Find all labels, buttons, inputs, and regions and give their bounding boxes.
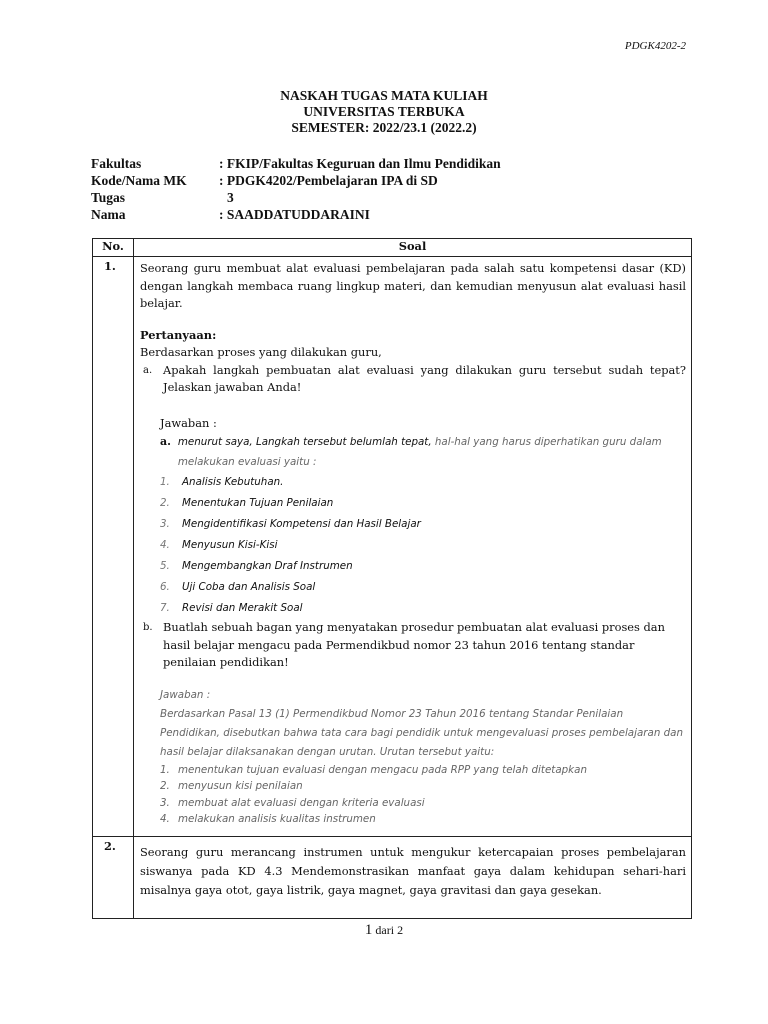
list-number: 6. (160, 581, 170, 593)
answer-a-intro (160, 432, 686, 472)
list-number: 2. (160, 497, 170, 509)
info-row-nama (91, 206, 501, 223)
table-header-row (93, 239, 692, 257)
list-number: 1. (160, 763, 170, 776)
list-text: Revisi dan Merakit Soal (182, 602, 303, 614)
question-number: 1. (93, 257, 134, 837)
page-of: dari 2 (372, 923, 404, 937)
list-text: Mengidentifikasi Kompetensi dan Hasil Belajar (182, 518, 421, 530)
list-item (160, 535, 686, 556)
pertanyaan-label: Pertanyaan: (140, 327, 217, 342)
question-1-cell (134, 257, 692, 837)
heading-line-1: NASKAH TUGAS MATA KULIAH (280, 88, 488, 103)
info-label: Tugas (91, 190, 126, 205)
info-label: Nama (91, 207, 126, 222)
heading-line-3: SEMESTER: 2022/23.1 (2022.2) (291, 120, 477, 135)
info-row-fakultas (91, 155, 501, 172)
list-text: menyusun kisi penilaian (178, 780, 303, 792)
list-text: Mengembangkan Draf Instrumen (182, 560, 353, 572)
list-text: menentukan tujuan evaluasi dengan mengacu pada RPP yang telah ditetapkan (178, 763, 587, 776)
table-row (93, 836, 692, 918)
list-item (160, 598, 686, 619)
answer-b-block (160, 686, 686, 762)
answer-b-list (160, 762, 686, 828)
list-item (160, 762, 686, 779)
list-number: 2. (160, 780, 170, 792)
list-text: Uji Coba dan Analisis Soal (182, 581, 316, 593)
list-item (160, 811, 686, 828)
answer-b-label: Jawaban : (160, 688, 211, 701)
list-item (160, 472, 686, 493)
info-value: : FKIP/Fakultas Keguruan dan Ilmu Pendidikan (219, 156, 501, 171)
list-item (160, 577, 686, 598)
course-info (91, 155, 501, 223)
answer-a-list (160, 472, 686, 619)
question-basis: Berdasarkan proses yang dilakukan guru, (140, 345, 382, 359)
list-number: 4. (160, 813, 170, 825)
sub-question-text: Buatlah sebuah bagan yang menyatakan prosedur pembuatan alat evaluasi proses dan hasil belajar mengacu pada Permendikbud nomor 23 tahun 2016 tentang standar penilaian pendidikan! (163, 620, 665, 669)
sub-question-label: a. (143, 364, 153, 376)
info-value: : PDGK4202/Pembelajaran IPA di SD (219, 173, 438, 188)
sub-question-text: Apakah langkah pembuatan alat evaluasi yang dilakukan guru tersebut sudah tepat? Jelaskan jawaban Anda! (163, 362, 686, 394)
info-label: Kode/Nama MK (91, 173, 187, 188)
list-number: 3. (160, 518, 170, 530)
list-number: 4. (160, 539, 170, 551)
page-number: 1 (364, 922, 373, 938)
list-item (160, 493, 686, 514)
question-2-text: Seorang guru merancang instrumen untuk mengukur ketercapaian proses pembelajaran siswanya pada KD 4.3 Mendemonstrasikan manfaat gaya dalam kehidupan sehari-hari misalnya gaya otot, gaya listrik, gaya magnet, gaya gravitasi dan gaya gesekan. (134, 836, 692, 918)
list-item (160, 795, 686, 812)
page-footer (0, 922, 768, 939)
answer-b-text: Berdasarkan Pasal 13 (1) Permendikbud Nomor 23 Tahun 2016 tentang Standar Penilaian Pendidikan, disebutkan bahwa tata cara bagi pendidik untuk mengevaluasi proses pembelajaran dan hasil belajar dilaksanakan dengan urutan. Urutan tersebut yaitu: (160, 707, 683, 758)
heading-line-2: UNIVERSITAS TERBUKA (303, 104, 465, 119)
info-value: 3 (227, 190, 234, 205)
list-text: membuat alat evaluasi dengan kriteria evaluasi (178, 796, 425, 809)
info-row-tugas (91, 189, 501, 206)
info-value: : SAADDATUDDARAINI (219, 207, 370, 222)
sub-question-b (140, 619, 686, 672)
list-number: 5. (160, 560, 170, 572)
document-code: PDGK4202-2 (624, 40, 686, 52)
list-item (160, 556, 686, 577)
question-table (92, 238, 692, 919)
question-intro: Seorang guru membuat alat evaluasi pembelajaran pada salah satu kompetensi dasar (KD) dengan langkah membaca ruang lingkup materi, dan kemudian menyusun alat evaluasi hasil belajar. (140, 261, 686, 310)
sub-question-label: b. (143, 622, 153, 633)
info-row-kode (91, 172, 501, 189)
list-number: 3. (160, 796, 170, 809)
answer-a-main: menurut saya, Langkah tersebut belumlah tepat, (177, 436, 432, 448)
question-number: 2. (93, 836, 134, 918)
list-text: Menentukan Tujuan Penilaian (182, 497, 334, 509)
answer-bullet: a. (160, 435, 171, 448)
header-no: No. (93, 239, 134, 257)
list-item (160, 778, 686, 795)
sub-question-a (140, 362, 686, 397)
list-text: Menyusun Kisi-Kisi (182, 539, 278, 551)
info-label: Fakultas (91, 156, 142, 171)
header-soal: Soal (134, 239, 692, 257)
answer-a-label: Jawaban : (160, 415, 217, 430)
list-number: 1. (160, 476, 170, 488)
list-item (160, 514, 686, 535)
list-number: 7. (160, 602, 170, 614)
list-text: melakukan analisis kualitas instrumen (178, 813, 376, 825)
document-heading (0, 88, 768, 136)
list-text: Analisis Kebutuhan. (182, 476, 284, 488)
answer-a-rest: hal-hal yang harus diperhatikan guru dalam melakukan evaluasi yaitu : (177, 436, 662, 468)
table-row (93, 257, 692, 837)
